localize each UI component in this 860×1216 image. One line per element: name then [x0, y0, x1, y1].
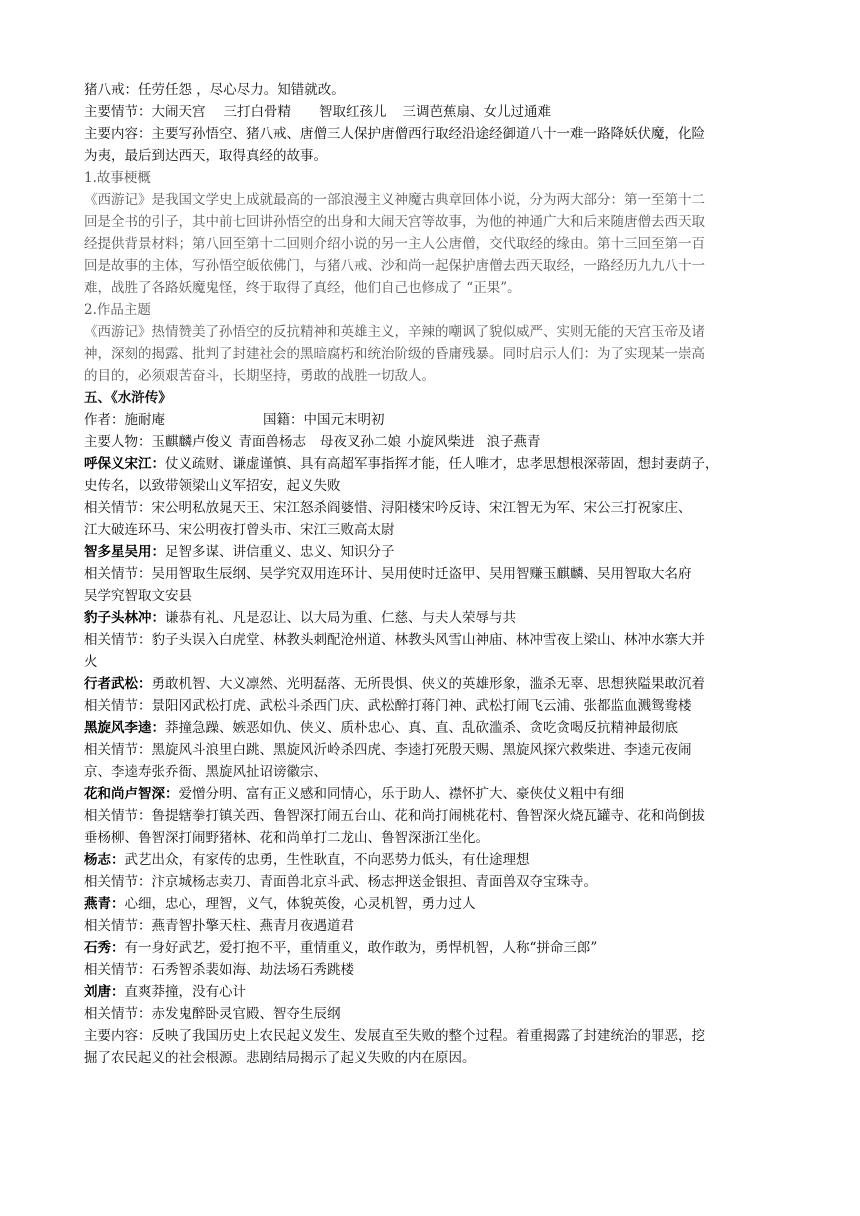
character-name: 黑旋风李逵：: [84, 720, 165, 736]
related-label: 相关情节：: [84, 962, 152, 978]
related-text: 景阳冈武松打虎、武松斗杀西门庆、武松醉打蒋门神、武松打闹飞云浦、张都监血溅鸳鸯楼: [151, 698, 692, 714]
character-desc: 谦恭有礼、凡是忍让、以大局为重、仁慈、与夫人荣辱与共: [165, 610, 516, 626]
related-label: 相关情节：: [84, 918, 152, 934]
character-desc: 爱憎分明、富有正义感和同情心，乐于助人、襟怀扩大、豪侠仗义粗中有细: [178, 786, 624, 802]
character-desc: 直爽莽撞，没有心计: [124, 984, 246, 1000]
theme-title: 2.作品主题: [84, 302, 151, 318]
related-plots: [84, 959, 784, 981]
related-text: 京、李逵寿张乔衙、黑旋风扯诏谤徽宗、: [84, 764, 327, 780]
related-plots: [84, 563, 784, 585]
author-label: 作者：: [84, 412, 125, 428]
related-plots: [84, 871, 784, 893]
related-text: 吴用智取生辰纲、吴学究双用连环计、吴用使时迁盗甲、吴用智赚玉麒麟、吴用智取大名府: [151, 566, 692, 582]
main-content-line: [84, 1025, 784, 1047]
country-value: 中国元末明初: [303, 412, 385, 428]
summary-line: 回是故事的主体，写孙悟空皈依佛门，与猪八戒、沙和尚一起保护唐僧去西天取经，一路经历九九八十一: [84, 258, 705, 274]
character-name: 豹子头林冲：: [84, 610, 165, 626]
character-entry: [84, 849, 784, 871]
related-text: 江大破连环马、宋公明夜打曾头市、宋江三败高太尉: [84, 522, 395, 538]
related-text: 垂杨柳、鲁智深打闹野猪林、花和尚单打二龙山、鲁智深浙江坐化。: [84, 830, 489, 846]
character-entry: [84, 893, 784, 915]
character-name: 花和尚卢智深：: [84, 786, 179, 802]
character-entry: [84, 783, 784, 805]
plot-item: 三打白骨精: [223, 104, 291, 120]
related-text: 豹子头误入白虎堂、林教头刺配沧州道、林教头风雪山神庙、林冲雪夜上梁山、林冲水寨大并: [151, 632, 705, 648]
theme-line: 的目的，必须艰苦奋斗，长期坚持，勇敢的战胜一切敌人。: [84, 368, 435, 384]
plot-item: 三调芭蕉扇、女儿过通难: [402, 104, 551, 120]
summary-title: 1.故事梗概: [84, 170, 151, 186]
character-name: 石秀：: [84, 940, 125, 956]
character-item: 小旋风柴进: [407, 434, 475, 450]
related-text: 宋公明私放晁天王、宋江怒杀阎婆惜、浔阳楼宋吟反诗、宋江智无为军、宋公三打祝家庄、: [151, 500, 692, 516]
author-name: 施耐庵: [124, 412, 165, 428]
related-text: 燕青智扑擎天柱、燕青月夜遇道君: [151, 918, 354, 934]
character-entry: [84, 717, 784, 739]
content-label: 主要内容：: [84, 126, 152, 142]
related-plots: [84, 1003, 784, 1025]
content-label: 主要内容：: [84, 1028, 152, 1044]
related-label: 相关情节：: [84, 566, 152, 582]
character-name: 刘唐：: [84, 984, 125, 1000]
characters-label: 主要人物：: [84, 434, 152, 450]
xiyouji-plots-line: [84, 101, 784, 123]
zhubajie-line: [84, 79, 784, 101]
character-name: 燕青：: [84, 896, 125, 912]
summary-line: 难，战胜了各路妖魔鬼怪，终于取得了真经，他们自己也修成了 “正果”。: [84, 280, 521, 296]
related-plots: [84, 805, 784, 827]
summary-line: 经提供背景材料；第八回至第十二回则介绍小说的另一主人公唐僧，交代取经的缘由。第十三回至第一百: [84, 236, 705, 252]
related-plots: [84, 497, 784, 519]
summary-line: 《西游记》是我国文学史上成就最高的一部浪漫主义神魔古典章回体小说，分为两大部分：第一至第十二: [84, 192, 705, 208]
character-entry: [84, 541, 784, 563]
document-page: [84, 79, 784, 1069]
related-text: 吴学究智取文安县: [84, 588, 192, 604]
related-label: 相关情节：: [84, 500, 152, 516]
related-plots: [84, 695, 784, 717]
plot-item: 智取红孩儿: [319, 104, 387, 120]
xiyouji-content-line: [84, 123, 784, 145]
character-item: 浪子燕青: [486, 434, 541, 450]
character-desc: 勇敢机智、大义凛然、光明磊落、无所畏惧、侠义的英雄形象，滥杀无辜、思想狭隘果敢沉着: [151, 676, 705, 692]
plot-item: 大闹天宫: [151, 104, 206, 120]
summary-line: 回是全书的引子，其中前七回讲孙悟空的出身和大闹天宫等故事，为他的神通广大和后来随唐僧去西天取: [84, 214, 705, 230]
related-label: 相关情节：: [84, 698, 152, 714]
character-name: 行者武松：: [84, 676, 152, 692]
character-item: 母夜叉孙二娘: [320, 434, 401, 450]
xiyouji-content-line: 为夷，最后到达西天，取得真经的故事。: [84, 148, 327, 164]
theme-line: 神，深刻的揭露、批判了封建社会的黑暗腐朽和统治阶级的昏庸残暴。同时启示人们：为了实现某一崇高: [84, 346, 705, 362]
character-name: 呼保义宋江：: [84, 456, 165, 472]
related-text: 火: [84, 654, 98, 670]
related-plots: [84, 915, 784, 937]
related-label: 相关情节：: [84, 1006, 152, 1022]
related-label: 相关情节：: [84, 632, 152, 648]
related-plots: [84, 629, 784, 651]
character-name: 杨志：: [84, 852, 125, 868]
character-entry: [84, 937, 784, 959]
related-text: 黑旋风斗浪里白跳、黑旋风沂岭杀四虎、李逵打死殷天赐、黑旋风探穴救柴进、李逵元夜闹: [151, 742, 692, 758]
character-desc: 仗义疏财、谦虚谨慎、具有高超军事指挥才能，任人唯才，忠孝思想根深蒂固，想封妻荫子，: [165, 456, 719, 472]
related-text: 汴京城杨志卖刀、青面兽北京斗武、杨志押送金银担、青面兽双夺宝珠寺。: [151, 874, 597, 890]
character-entry: [84, 607, 784, 629]
character-desc: 武艺出众，有家传的忠勇，生性耿直，不向恶势力低头，有仕途理想: [124, 852, 530, 868]
character-desc: 心细，忠心，理智，义气，体貌英俊，心灵机智，勇力过人: [124, 896, 476, 912]
related-text: 石秀智杀裴如海、劫法场石秀跳楼: [151, 962, 354, 978]
character-entry: [84, 453, 784, 475]
character-desc: 有一身好武艺，爱打抱不平，重情重义，敢作敢为，勇悍机智，人称“拼命三郎”: [124, 940, 598, 956]
author-line: [84, 409, 784, 431]
characters-line: [84, 431, 784, 453]
related-label: 相关情节：: [84, 874, 152, 890]
plots-label: 主要情节：: [84, 104, 152, 120]
character-desc: 足智多谋、讲信重义、忠义、知识分子: [165, 544, 395, 560]
section-title: 五、《水浒传》: [84, 390, 172, 406]
content-text: 主要写孙悟空、猪八戒、唐僧三人保护唐僧西行取经沿途经御道八十一难一路降妖伏魔，化险: [151, 126, 705, 142]
character-name: 智多星吴用：: [84, 544, 165, 560]
related-plots: [84, 739, 784, 761]
main-content-line: 掘了农民起义的社会根源。悲剧结局揭示了起义失败的内在原因。: [84, 1050, 476, 1066]
content-text: 反映了我国历史上农民起义发生、发展直至失败的整个过程。着重揭露了封建统治的罪恶，挖: [151, 1028, 705, 1044]
related-text: 赤发鬼醉卧灵官殿、智夺生辰纲: [151, 1006, 341, 1022]
theme-line: 《西游记》热情赞美了孙悟空的反抗精神和英雄主义，辛辣的嘲讽了貌似威严、实则无能的天宫玉帝及诸: [84, 324, 705, 340]
related-label: 相关情节：: [84, 808, 152, 824]
character-entry: [84, 673, 784, 695]
character-desc: 史传名，以致带领梁山义军招安，起义失败: [84, 478, 341, 494]
character-desc: 莽撞急躁、嫉恶如仇、侠义、质朴忠心、真、直、乱砍滥杀、贪吃贪喝反抗精神最彻底: [165, 720, 678, 736]
character-entry: [84, 981, 784, 1003]
related-text: 鲁提辖拳打镇关西、鲁智深打闹五台山、花和尚打闹桃花村、鲁智深火烧瓦罐寺、花和尚倒拔: [151, 808, 705, 824]
character-item: 青面兽杨志: [238, 434, 306, 450]
character-item: 玉麒麟卢俊义: [151, 434, 233, 450]
character-desc: 任劳任怨 ，尽心尽力。知错就改。: [138, 82, 345, 98]
character-name: 猪八戒：: [84, 82, 138, 98]
country-label: 国籍：: [263, 412, 304, 428]
related-label: 相关情节：: [84, 742, 152, 758]
